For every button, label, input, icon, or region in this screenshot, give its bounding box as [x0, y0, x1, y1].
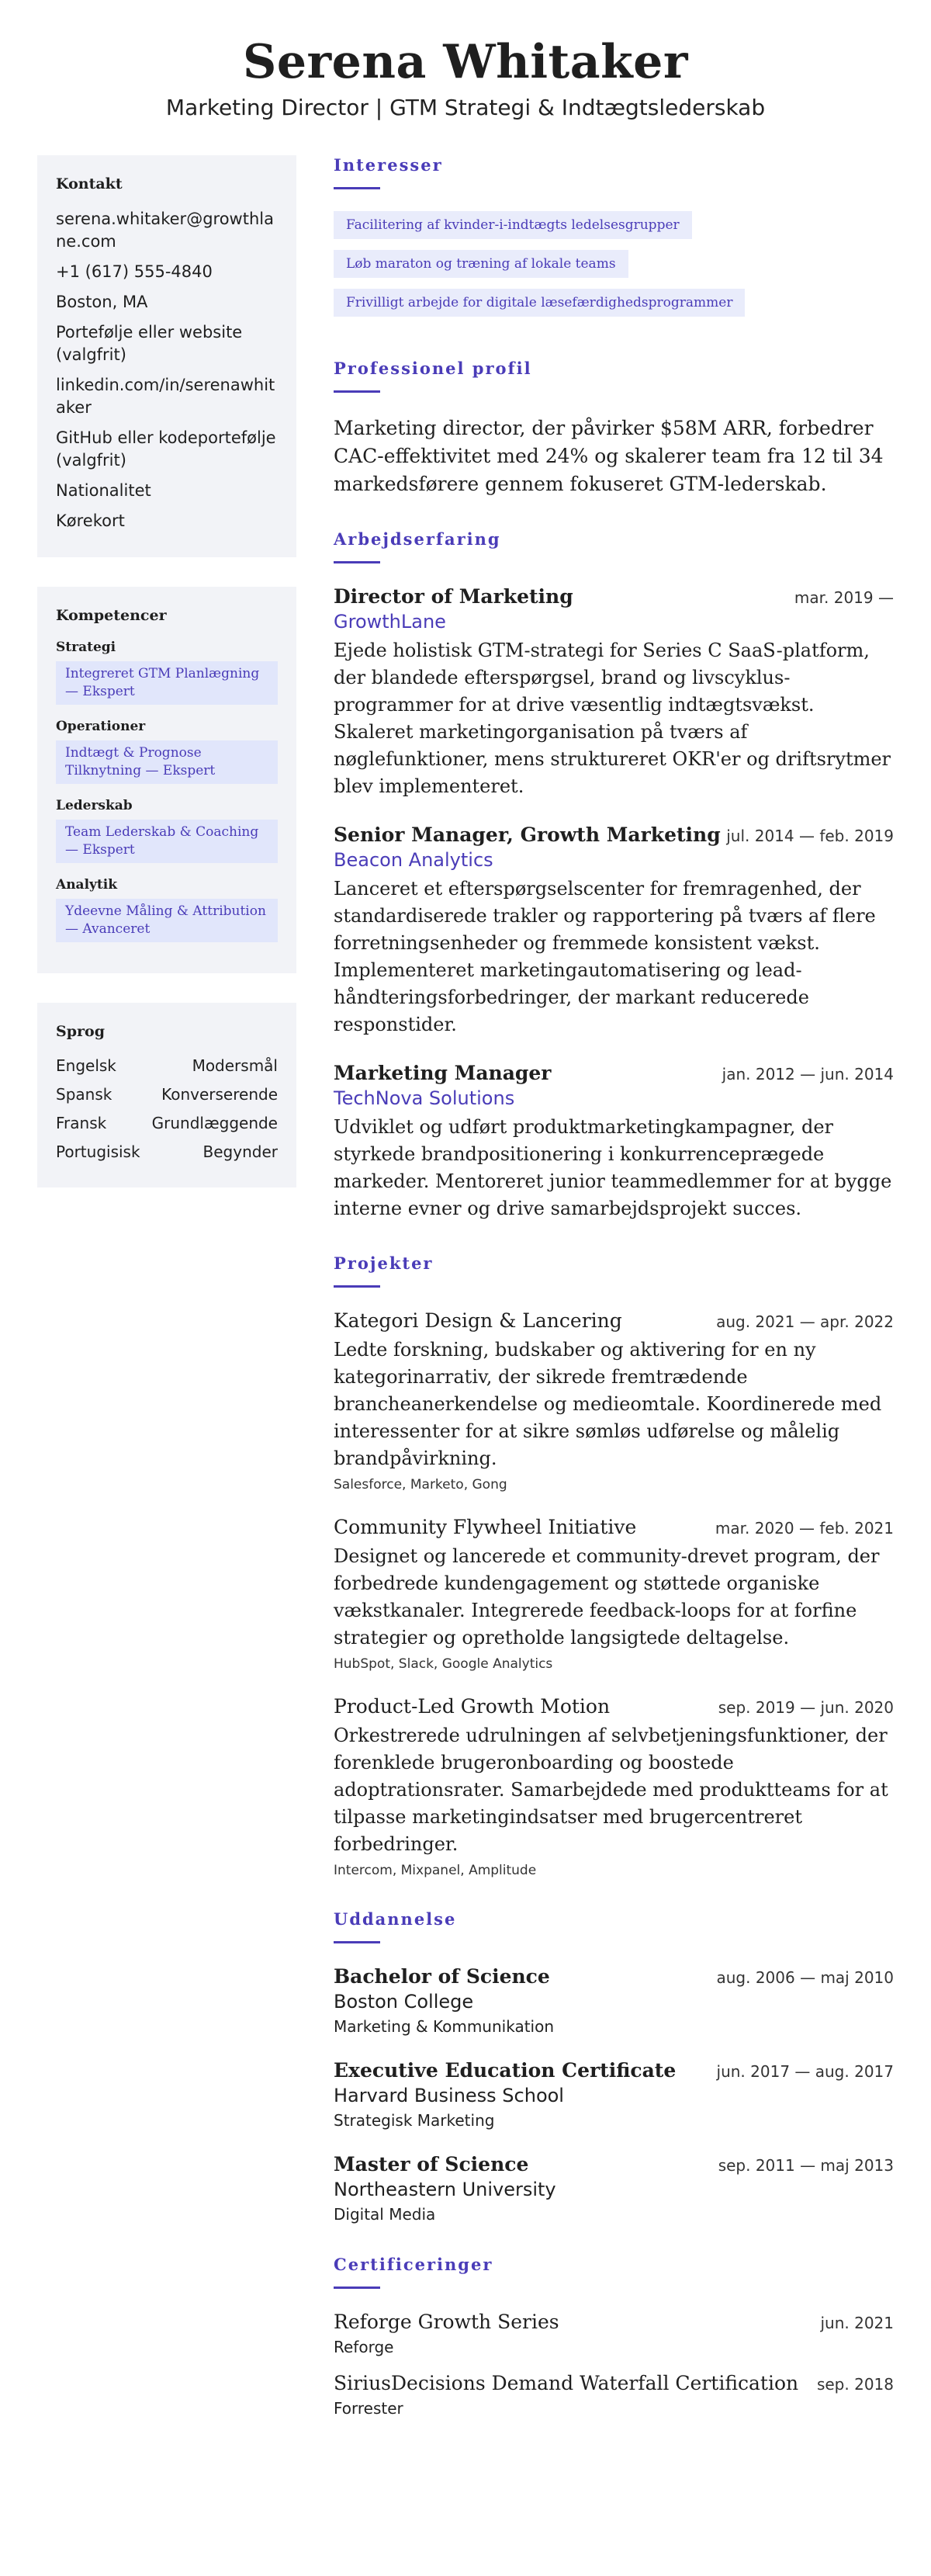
section-divider: [334, 187, 380, 189]
field-of-study: Strategisk Marketing: [334, 2111, 495, 2130]
school-name: Boston College: [334, 1991, 474, 2013]
section-divider: [334, 1941, 380, 1943]
section-divider: [334, 390, 380, 393]
certification-name: SiriusDecisions Demand Waterfall Certification: [334, 2372, 799, 2394]
job-title: Senior Manager, Growth Marketing: [334, 823, 721, 846]
profile-section: [334, 359, 894, 498]
language-level: Grundlæggende: [151, 1114, 278, 1132]
project-dates: sep. 2019 — jun. 2020: [718, 1698, 894, 1717]
language-row: [56, 1056, 278, 1076]
project-tools: HubSpot, Slack, Google Analytics: [334, 1656, 553, 1672]
education-entry: [334, 2153, 894, 2224]
project-entry: [334, 1309, 894, 1493]
language-name: Spansk: [56, 1085, 112, 1104]
language-name: Fransk: [56, 1114, 107, 1132]
skill-group: [56, 798, 278, 863]
language-level: Modersmål: [192, 1056, 278, 1075]
skills-card: [37, 587, 296, 973]
contact-linkedin[interactable]: linkedin.com/in/serenawhitaker: [56, 376, 275, 417]
project-dates: aug. 2021 — apr. 2022: [716, 1312, 894, 1331]
education-dates: jun. 2017 — aug. 2017: [716, 2062, 894, 2081]
project-entry: [334, 1695, 894, 1878]
contact-nationality: Nationalitet: [56, 481, 151, 500]
experience-title: Arbejdserfaring: [334, 529, 501, 549]
skill-tag: Indtægt & Prognose Tilknytning — Ekspert: [56, 740, 278, 784]
experience-entry: [334, 585, 894, 800]
projects-title: Projekter: [334, 1253, 434, 1273]
sidebar: [37, 155, 296, 1217]
project-tools: Intercom, Mixpanel, Amplitude: [334, 1863, 537, 1878]
person-name: Serena Whitaker: [243, 35, 688, 89]
contact-card: [37, 155, 296, 557]
section-divider: [334, 561, 380, 563]
company-name: TechNova Solutions: [334, 1087, 515, 1109]
degree-name: Bachelor of Science: [334, 1965, 550, 1988]
main-content: [334, 155, 894, 2449]
languages-card: [37, 1003, 296, 1187]
language-row: [56, 1113, 278, 1133]
certification-entry: [334, 2311, 894, 2356]
language-row: [56, 1142, 278, 1162]
profile-title: Professionel profil: [334, 359, 532, 378]
skill-tag: Ydeevne Måling & Attribution — Avanceret: [56, 899, 278, 942]
skill-group-name: Operationer: [56, 719, 146, 734]
language-level: Konverserende: [161, 1085, 278, 1104]
project-entry: [334, 1516, 894, 1672]
certification-date: jun. 2021: [820, 2314, 894, 2332]
languages-title: Sprog: [56, 1023, 105, 1040]
project-tools: Salesforce, Marketo, Gong: [334, 1477, 507, 1493]
skill-tag: Integreret GTM Planlægning — Ekspert: [56, 661, 278, 705]
contact-portfolio[interactable]: Portefølje eller website (valgfrit): [56, 323, 243, 364]
school-name: Northeastern University: [334, 2179, 556, 2200]
language-level: Begynder: [202, 1142, 278, 1161]
experience-section: [334, 529, 894, 1222]
interest-tag: Løb maraton og træning af lokale teams: [334, 250, 628, 278]
education-section: [334, 1909, 894, 2224]
experience-entry: [334, 823, 894, 1038]
project-name: Community Flywheel Initiative: [334, 1516, 637, 1538]
certification-issuer: Forrester: [334, 2399, 403, 2418]
job-description: Lanceret et efterspørgselscenter for fremragenhed, der standardiserede trakler og rapportering på tværs af flere forretningsenheder og fremmede konsistent vækst. Implementeret marketingautomatisering og lead-håndteringsforbedringer, der markant reducerede responstider.: [334, 878, 876, 1035]
skill-group-name: Analytik: [56, 877, 117, 893]
field-of-study: Digital Media: [334, 2205, 436, 2224]
job-title: Director of Marketing: [334, 585, 573, 608]
field-of-study: Marketing & Kommunikation: [334, 2017, 555, 2036]
certification-entry: [334, 2372, 894, 2418]
experience-entry: [334, 1062, 894, 1222]
skill-tag: Team Lederskab & Coaching — Ekspert: [56, 820, 278, 863]
skill-group-name: Strategi: [56, 640, 116, 655]
job-description: Udviklet og udført produktmarketingkampagner, der styrkede brandpositionering i konkurrenceprægede markeder. Mentoreret junior teammedlemmer for at bygge interne evner og drive samarbejdsprojekt succes.: [334, 1116, 892, 1219]
interest-tag: Frivilligt arbejde for digitale læsefærdighedsprogrammer: [334, 289, 745, 317]
certification-issuer: Reforge: [334, 2338, 394, 2356]
project-description: Orkestrerede udrulningen af selvbetjeningsfunktioner, der forenklede brugeronboarding og boostede adoptrationsrater. Samarbejdede med produktteams for at tilpasse marketingindsatser med brugercentreret forbedringer.: [334, 1725, 888, 1855]
headline: Marketing Director | GTM Strategi & Indtægtslederskab: [165, 95, 766, 120]
degree-name: Master of Science: [334, 2153, 529, 2176]
language-row: [56, 1084, 278, 1104]
project-name: Kategori Design & Lancering: [334, 1309, 622, 1332]
education-entry: [334, 2059, 894, 2130]
company-name: Beacon Analytics: [334, 849, 493, 871]
section-divider: [334, 2287, 380, 2289]
interests-title: Interesser: [334, 155, 443, 175]
skill-group: [56, 877, 278, 942]
job-dates: jul. 2014 — feb. 2019: [726, 827, 894, 845]
job-title: Marketing Manager: [334, 1062, 552, 1084]
degree-name: Executive Education Certificate: [334, 2059, 677, 2082]
company-name: GrowthLane: [334, 611, 446, 633]
skill-group: [56, 640, 278, 705]
projects-section: [334, 1253, 894, 1878]
school-name: Harvard Business School: [334, 2085, 564, 2106]
skill-group: [56, 719, 278, 784]
job-dates: mar. 2019 —: [794, 588, 894, 607]
contact-title: Kontakt: [56, 175, 123, 192]
language-name: Portugisisk: [56, 1142, 140, 1161]
project-dates: mar. 2020 — feb. 2021: [715, 1519, 894, 1538]
education-title: Uddannelse: [334, 1909, 457, 1929]
contact-phone[interactable]: +1 (617) 555-4840: [56, 262, 213, 281]
skill-group-name: Lederskab: [56, 798, 133, 813]
project-description: Designet og lancerede et community-drevet program, der forbedrede kundengagement og støttede organiske vækstkanaler. Integrerede feedback-loops for at forfine strategier og opretholde langsigtede deltagelse.: [334, 1545, 880, 1649]
certifications-title: Certificeringer: [334, 2255, 493, 2274]
contact-drivers-license: Kørekort: [56, 511, 125, 530]
contact-github[interactable]: GitHub eller kodeportefølje (valgfrit): [56, 428, 276, 470]
contact-location: Boston, MA: [56, 293, 148, 311]
education-dates: sep. 2011 — maj 2013: [718, 2156, 894, 2175]
certifications-section: [334, 2255, 894, 2418]
section-divider: [334, 1285, 380, 1288]
certification-name: Reforge Growth Series: [334, 2311, 559, 2333]
job-description: Ejede holistisk GTM-strategi for Series C SaaS-platform, der blandede efterspørgsel, brand og livscyklus-programmer for at drive væsentlig indtægtsvækst. Skaleret marketingorganisation på tværs af nøglefunktioner, mens struktureret OKR'er og driftsrytmer blev implementeret.: [334, 640, 891, 797]
project-description: Ledte forskning, budskaber og aktivering for en ny kategorinarrativ, der sikrede fremtrædende brancheanerkendelse og medieomtale. Koordinerede med interessenter for at sikre sømløs udførelse og målelig brandpåvirkning.: [334, 1339, 882, 1469]
resume-header: [0, 0, 931, 120]
certification-date: sep. 2018: [816, 2375, 894, 2394]
interests-section: [334, 155, 894, 328]
profile-text: Marketing director, der påvirker $58M ARR, forbedrer CAC-effektivitet med 24% og skalerer team fra 12 til 34 markedsførere gennem fokuseret GTM-lederskab.: [334, 417, 884, 495]
skills-title: Kompetencer: [56, 607, 167, 624]
job-dates: jan. 2012 — jun. 2014: [722, 1065, 894, 1083]
project-name: Product-Led Growth Motion: [334, 1695, 611, 1718]
interest-tag: Facilitering af kvinder-i-indtægts ledelsesgrupper: [334, 211, 692, 239]
education-entry: [334, 1965, 894, 2036]
education-dates: aug. 2006 — maj 2010: [716, 1968, 894, 1987]
contact-email[interactable]: serena.whitaker@growthlane.com: [56, 210, 274, 251]
language-name: Engelsk: [56, 1056, 116, 1075]
